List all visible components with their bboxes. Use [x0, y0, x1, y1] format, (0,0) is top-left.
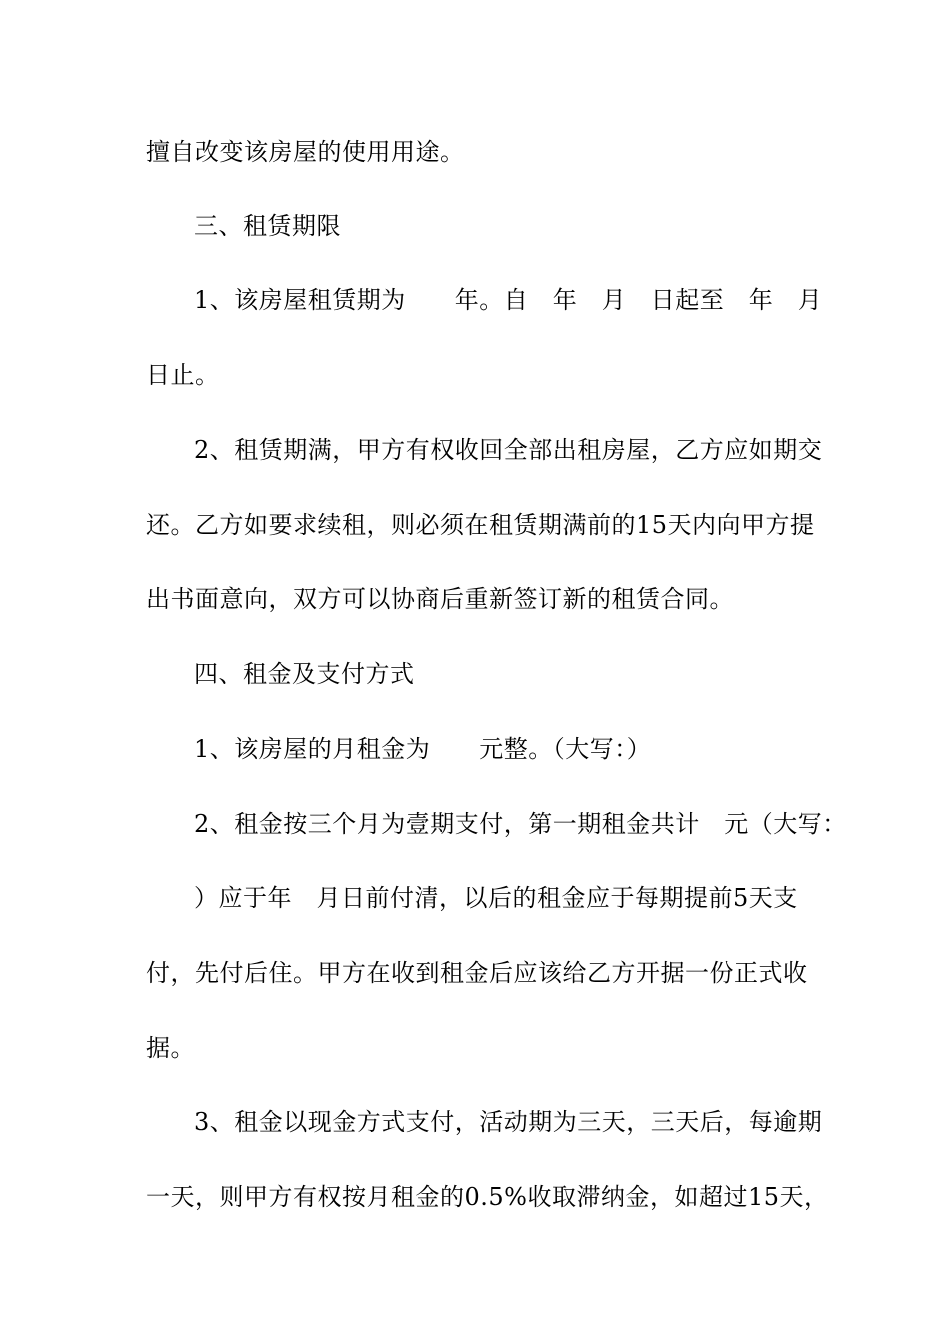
- paragraph-line-7: 出书面意向，双方可以协商后重新签订新的租赁合同。: [146, 585, 734, 613]
- paragraph-line-6: 还。乙方如要求续租，则必须在租赁期满前的15天内向甲方提: [146, 511, 815, 539]
- paragraph-line-4: 日止。: [146, 361, 220, 389]
- paragraph-line-10: 2、租金按三个月为壹期支付，第一期租金共计 元（大写：: [194, 810, 847, 838]
- paragraph-line-13: 据。: [146, 1034, 195, 1062]
- paragraph-line-3: 1、该房屋租赁期为 年。自 年 月 日起至 年 月: [194, 286, 823, 314]
- paragraph-line-5: 2、租赁期满，甲方有权收回全部出租房屋，乙方应如期交: [194, 436, 823, 464]
- paragraph-line-14: 3、租金以现金方式支付，活动期为三天，三天后，每逾期: [194, 1108, 823, 1136]
- paragraph-line-12: 付，先付后住。甲方在收到租金后应该给乙方开据一份正式收: [146, 959, 808, 987]
- paragraph-line-15: 一天，则甲方有权按月租金的0.5%收取滞纳金，如超过15天，: [146, 1183, 829, 1211]
- section-heading-lease-term: 三、租赁期限: [194, 212, 341, 240]
- paragraph-line-9: 1、该房屋的月租金为 元整。（大写：）: [194, 735, 652, 763]
- paragraph-line-1: 擅自改变该房屋的使用用途。: [146, 138, 465, 166]
- paragraph-line-11: ）应于年 月日前付清，以后的租金应于每期提前5天支: [194, 884, 798, 912]
- section-heading-rent-payment: 四、租金及支付方式: [194, 660, 415, 688]
